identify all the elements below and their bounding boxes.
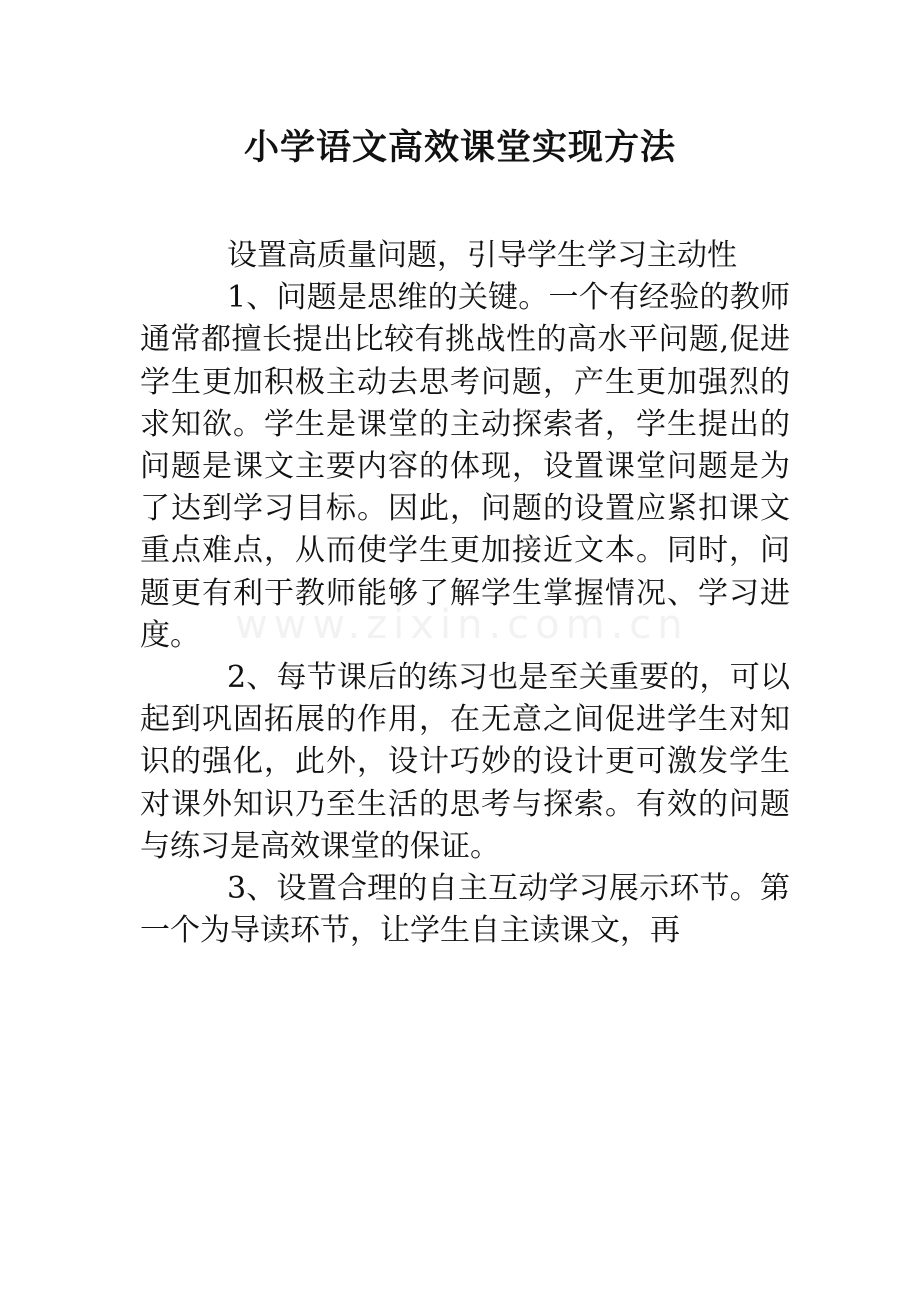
paragraph-2: 2、每节课后的练习也是至关重要的，可以起到巩固拓展的作用，在无意之间促进学生对知识的强化，此外，设计巧妙的设计更可激发学生对课外知识乃至生活的思考与探索。有效的问题与练习是高效课堂的保证。 xyxy=(140,660,790,864)
paragraph-3: 3、设置合理的自主互动学习展示环节。第一个为导读环节，让学生自主读课文，再 xyxy=(140,871,790,949)
section-heading: 设置高质量问题，引导学生学习主动性 xyxy=(227,238,737,273)
document-title: 小学语文高效课堂实现方法 xyxy=(243,127,676,168)
paragraph-1: 1、问题是思维的关键。一个有经验的教师通常都擅长提出比较有挑战性的高水平问题,促进学生更加积极主动去思考问题，产生更加强烈的求知欲。学生是课堂的主动探索者，学生提出的问题是课文主要内容的体现，设置课堂问题是为了达到学习目标。因此，问题的设置应紧扣课文重点难点，从而使学生更加接近文本。同时，问题更有利于教师能够了解学生掌握情况、学习进度。 xyxy=(140,280,790,653)
document-body xyxy=(140,235,790,952)
watermark: www.zixin.com.cn xyxy=(235,602,689,648)
